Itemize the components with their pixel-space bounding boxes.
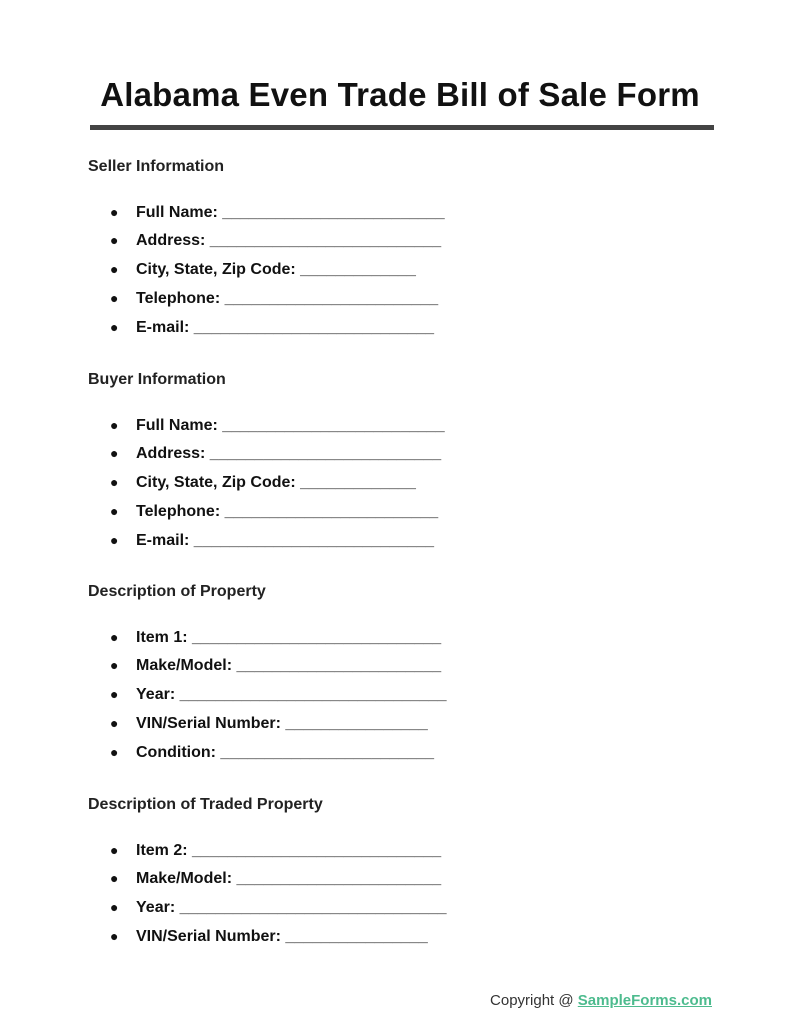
traded-property-section-heading: Description of Traded Property <box>88 796 323 813</box>
bullet-icon: ● <box>110 532 119 548</box>
buyer-section-heading: Buyer Information <box>88 371 226 388</box>
bullet-icon: ● <box>110 928 119 944</box>
bullet-icon: ● <box>110 629 119 645</box>
field-label: Telephone: ________________________ <box>136 290 439 307</box>
bullet-icon: ● <box>110 744 119 760</box>
property-year-field[interactable] <box>110 684 447 705</box>
traded-vin-field[interactable] <box>110 926 428 947</box>
traded-year-field[interactable] <box>110 897 447 918</box>
property-section-heading: Description of Property <box>88 583 266 600</box>
form-title: Alabama Even Trade Bill of Sale Form <box>100 76 700 113</box>
title-divider <box>90 125 714 130</box>
field-label: City, State, Zip Code: _____________ <box>136 261 416 278</box>
field-label: Address: __________________________ <box>136 445 442 462</box>
bullet-icon: ● <box>110 870 119 886</box>
field-label: City, State, Zip Code: _____________ <box>136 474 416 491</box>
brand-link[interactable]: SampleForms.com <box>577 992 712 1009</box>
seller-full-name-field[interactable] <box>110 202 445 223</box>
field-label: VIN/Serial Number: ________________ <box>136 715 428 732</box>
field-label: Full Name: _________________________ <box>136 204 445 221</box>
bullet-icon: ● <box>110 899 119 915</box>
field-label: Item 1: ____________________________ <box>136 629 442 646</box>
property-vin-field[interactable] <box>110 713 428 734</box>
bullet-icon: ● <box>110 686 119 702</box>
property-condition-field[interactable] <box>110 742 434 763</box>
traded-item-field[interactable] <box>110 840 441 861</box>
buyer-email-field[interactable] <box>110 530 434 551</box>
property-make-model-field[interactable] <box>110 655 441 676</box>
field-label: Make/Model: _______________________ <box>136 870 442 887</box>
field-label: Item 2: ____________________________ <box>136 842 442 859</box>
field-label: Full Name: _________________________ <box>136 417 445 434</box>
buyer-telephone-field[interactable] <box>110 501 438 522</box>
bullet-icon: ● <box>110 261 119 277</box>
seller-email-field[interactable] <box>110 317 434 338</box>
bullet-icon: ● <box>110 232 119 248</box>
bullet-icon: ● <box>110 474 119 490</box>
field-label: Year: ______________________________ <box>136 686 447 703</box>
seller-address-field[interactable] <box>110 230 441 251</box>
bullet-icon: ● <box>110 417 119 433</box>
traded-make-model-field[interactable] <box>110 868 441 889</box>
field-label: Year: ______________________________ <box>136 899 447 916</box>
seller-telephone-field[interactable] <box>110 288 438 309</box>
bullet-icon: ● <box>110 319 119 335</box>
field-label: E-mail: ___________________________ <box>136 532 435 549</box>
copyright-text: Copyright @ <box>490 992 578 1009</box>
seller-section-heading: Seller Information <box>88 158 225 175</box>
footer-copyright <box>490 992 712 1009</box>
field-label: Address: __________________________ <box>136 232 442 249</box>
field-label: VIN/Serial Number: ________________ <box>136 928 428 945</box>
seller-city-state-zip-field[interactable] <box>110 259 416 280</box>
buyer-address-field[interactable] <box>110 443 441 464</box>
bullet-icon: ● <box>110 842 119 858</box>
bullet-icon: ● <box>110 445 119 461</box>
field-label: E-mail: ___________________________ <box>136 319 435 336</box>
buyer-full-name-field[interactable] <box>110 415 445 436</box>
bullet-icon: ● <box>110 715 119 731</box>
property-item-field[interactable] <box>110 627 441 648</box>
bullet-icon: ● <box>110 204 119 220</box>
field-label: Telephone: ________________________ <box>136 503 439 520</box>
field-label: Make/Model: _______________________ <box>136 657 442 674</box>
bullet-icon: ● <box>110 290 119 306</box>
buyer-city-state-zip-field[interactable] <box>110 472 416 493</box>
bullet-icon: ● <box>110 503 119 519</box>
bullet-icon: ● <box>110 657 119 673</box>
field-label: Condition: ________________________ <box>136 744 434 761</box>
